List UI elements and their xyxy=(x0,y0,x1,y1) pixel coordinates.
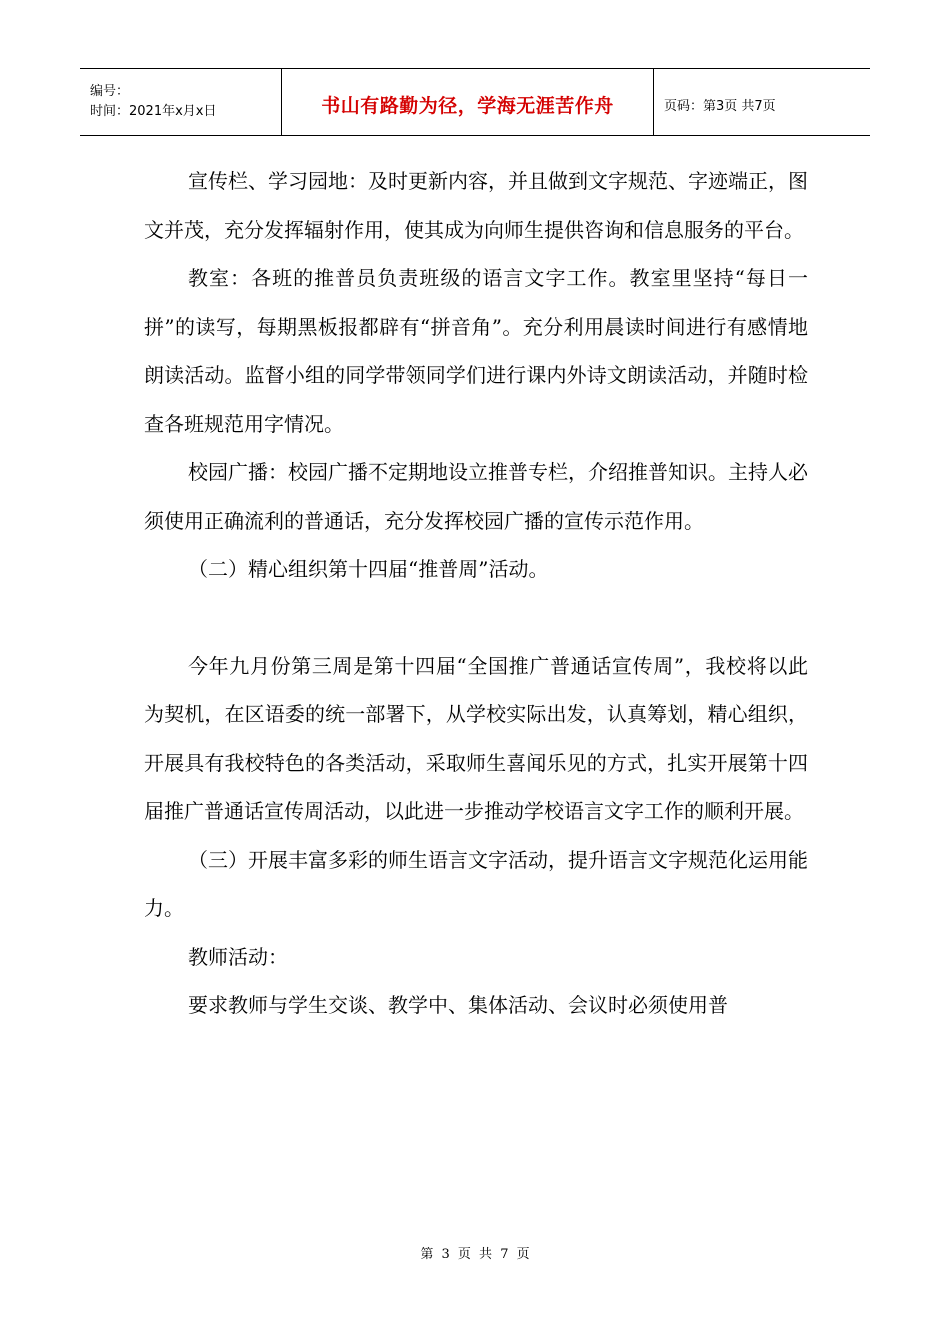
body-paragraph: 宣传栏、学习园地：及时更新内容，并且做到文字规范、字迹端正，图文并茂，充分发挥辐射作用，使其成为向师生提供咨询和信息服务的平台。 xyxy=(144,169,808,242)
header-page-number: 页码：第3页 共7页 xyxy=(664,98,776,114)
subsection-label: 教师活动： xyxy=(188,944,288,969)
section-heading: （二）精心组织第十四届“推普周”活动。 xyxy=(188,557,549,581)
body-paragraph: 教室：各班的推普员负责班级的语言文字工作。教室里坚持“每日一拼”的读写，每期黑板报都辟有“拼音角”。充分利用晨读时间进行有感情地朗读活动。监督小组的同学带领同学们进行课内外诗文朗读活动，并随时检查各班规范用字情况。 xyxy=(144,266,808,436)
document-number-label: 编号： xyxy=(90,84,130,99)
header-motto: 书山有路勤为径，学海无涯苦作舟 xyxy=(321,94,614,117)
body-paragraph: 校园广播：校园广播不定期地设立推普专栏，介绍推普知识。主持人必须使用正确流利的普通话，充分发挥校园广播的宣传示范作用。 xyxy=(144,460,808,533)
header-page-cell xyxy=(654,69,870,135)
page-footer: 第 3 页 共 7 页 xyxy=(420,1247,530,1262)
document-date-label: 时间：2021年x月x日 xyxy=(90,104,217,119)
body-paragraph: 今年九月份第三周是第十四届“全国推广普通话宣传周”，我校将以此为契机，在区语委的统一部署下，从学校实际出发，认真筹划，精心组织，开展具有我校特色的各类活动，采取师生喜闻乐见的方式，扎实开展第十四届推广普通话宣传周活动，以此进一步推动学校语言文字工作的顺利开展。 xyxy=(144,653,808,823)
header-motto-cell xyxy=(282,69,654,135)
document-body xyxy=(144,157,808,1030)
body-paragraph: 要求教师与学生交谈、教学中、集体活动、会议时必须使用普 xyxy=(188,993,728,1017)
section-heading: （三）开展丰富多彩的师生语言文字活动，提升语言文字规范化运用能力。 xyxy=(144,847,808,920)
header-meta xyxy=(80,69,282,135)
page-header xyxy=(80,68,870,136)
